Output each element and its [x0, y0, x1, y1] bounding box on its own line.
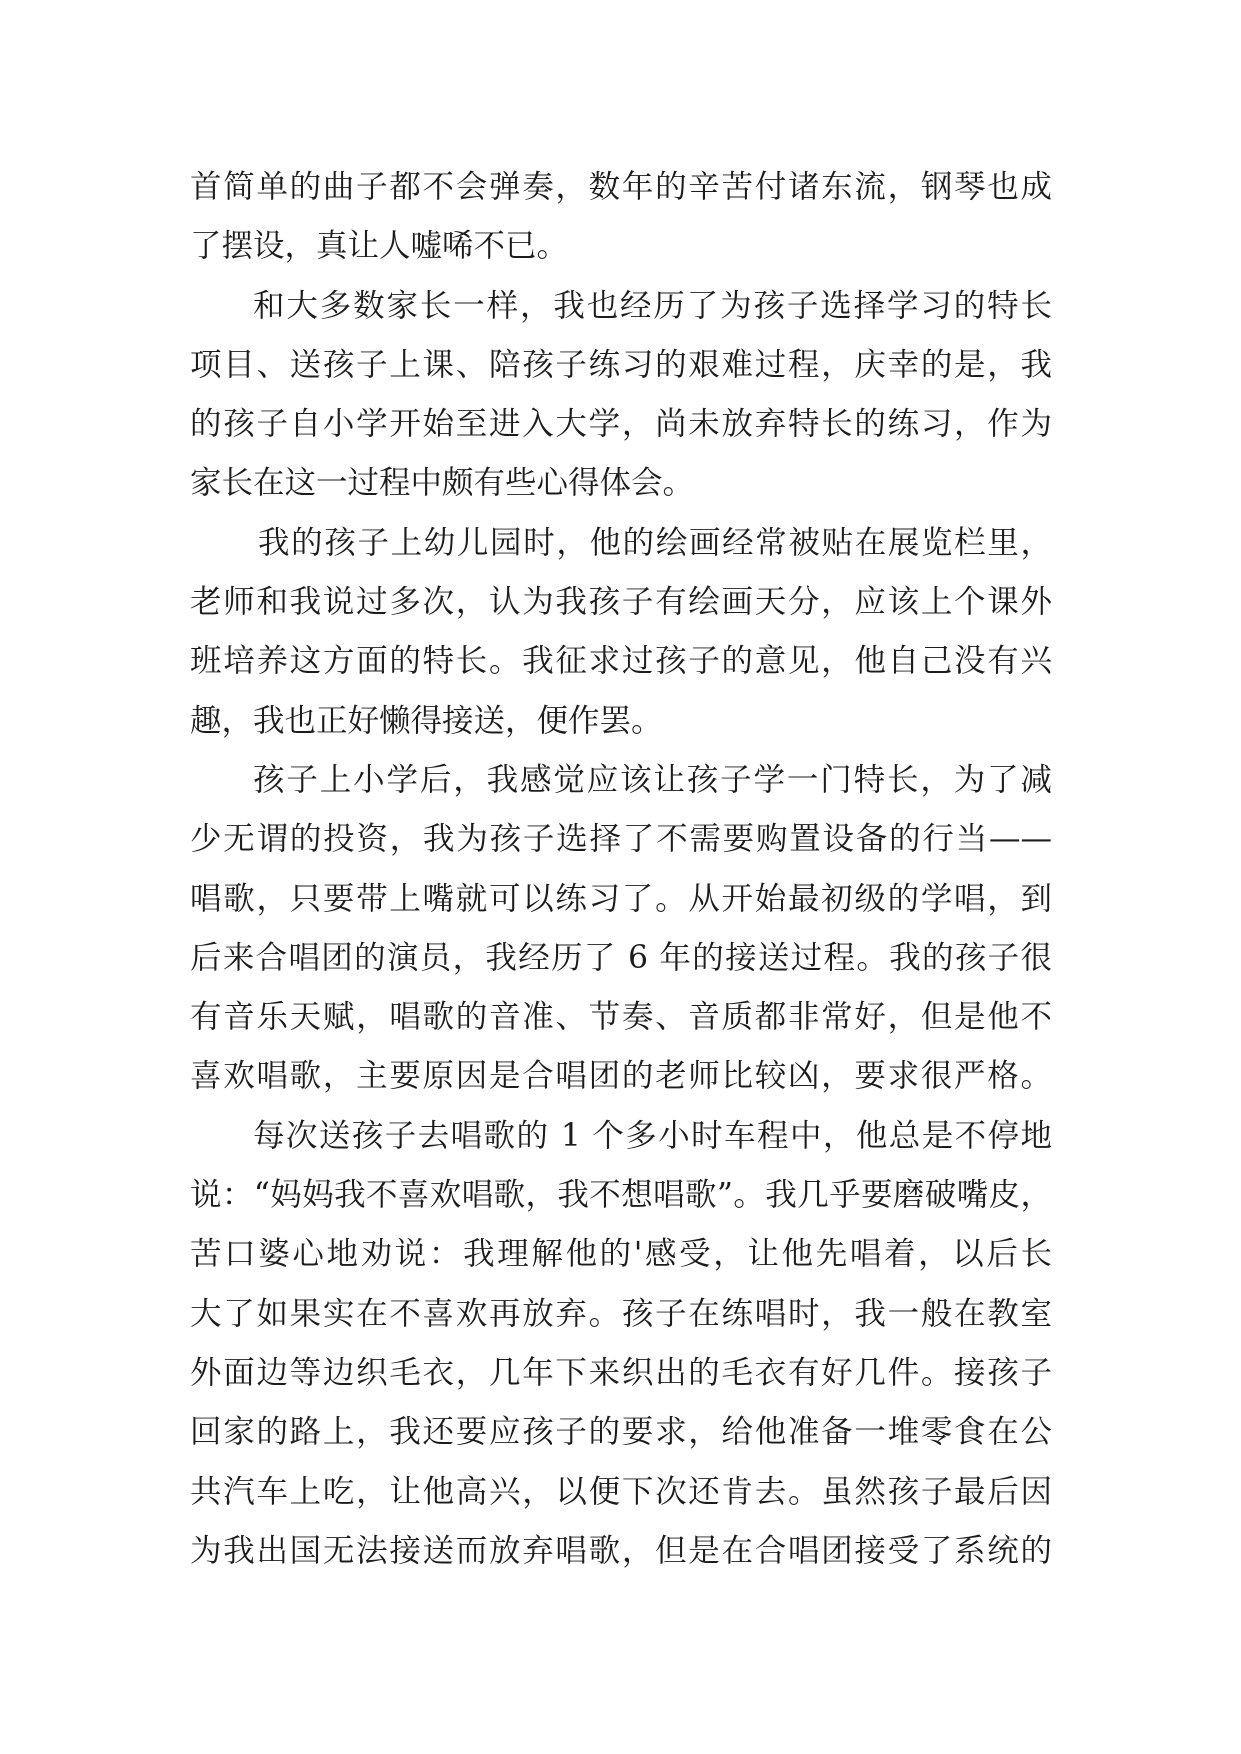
- text-line: 唱歌，只要带上嘴就可以练习了。从开始最初级的学唱，到: [190, 880, 1052, 917]
- text-line: 共汽车上吃，让他高兴，以便下次还肯去。虽然孩子最后因: [190, 1473, 1052, 1510]
- text-line: 回家的路上，我还要应孩子的要求，给他准备一堆零食在公: [190, 1414, 1052, 1451]
- text-line: 少无谓的投资，我为孩子选择了不需要购置设备的行当——: [190, 821, 1052, 858]
- text-line: 了摆设，真让人嘘唏不已。: [190, 228, 569, 265]
- text-line: 说：“妈妈我不喜欢唱歌，我不想唱歌”。我几乎要磨破嘴皮，: [190, 1177, 1052, 1214]
- paragraph-first-line: 和大多数家长一样，我也经历了为孩子选择学习的特长: [253, 287, 1052, 324]
- paragraph-first-line: 我的孩子上幼儿园时，他的绘画经常被贴在展览栏里，: [258, 524, 1052, 561]
- text-line: 大了如果实在不喜欢再放弃。孩子在练唱时，我一般在教室: [190, 1295, 1052, 1332]
- text-line: 为我出国无法接送而放弃唱歌，但是在合唱团接受了系统的: [190, 1532, 1052, 1569]
- text-line: 苦口婆心地劝说：我理解他的'感受，让他先唱着，以后长: [190, 1236, 1052, 1273]
- text-line: 后来合唱团的演员，我经历了 6 年的接送过程。我的孩子很: [190, 939, 1052, 976]
- body-text: [190, 158, 1052, 1581]
- text-line: 班培养这方面的特长。我征求过孩子的意见，他自己没有兴: [190, 643, 1052, 680]
- text-line: 有音乐天赋，唱歌的音准、节奏、音质都非常好，但是他不: [190, 999, 1052, 1036]
- text-line: 项目、送孩子上课、陪孩子练习的艰难过程，庆幸的是，我: [190, 346, 1052, 383]
- text-line: 趣，我也正好懒得接送，便作罢。: [190, 702, 663, 739]
- text-line: 老师和我说过多次，认为我孩子有绘画天分，应该上个课外: [190, 584, 1052, 621]
- paragraph-first-line: 每次送孩子去唱歌的 1 个多小时车程中，他总是不停地: [253, 1117, 1052, 1154]
- text-line: 外面边等边织毛衣，几年下来织出的毛衣有好几件。接孩子: [190, 1354, 1052, 1391]
- text-line: 喜欢唱歌，主要原因是合唱团的老师比较凶，要求很严格。: [190, 1058, 1052, 1095]
- text-line: 的孩子自小学开始至进入大学，尚未放弃特长的练习，作为: [190, 406, 1052, 443]
- paragraph-first-line: 孩子上小学后，我感觉应该让孩子学一门特长，为了减: [253, 761, 1052, 798]
- text-line: 家长在这一过程中颇有些心得体会。: [190, 465, 695, 502]
- text-line: 首简单的曲子都不会弹奏，数年的辛苦付诸东流，钢琴也成: [190, 169, 1052, 205]
